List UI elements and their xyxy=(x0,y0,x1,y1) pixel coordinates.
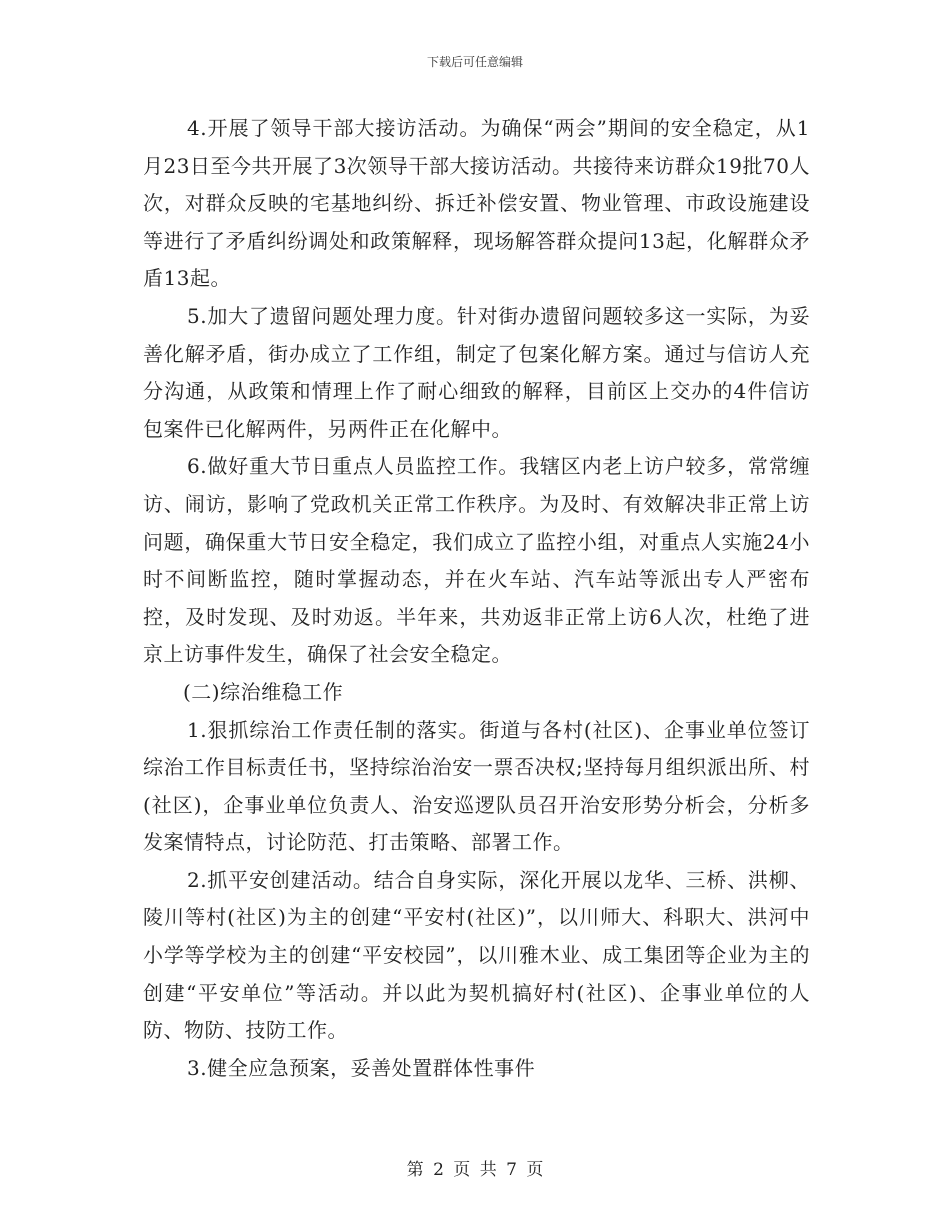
paragraph-item-4: 4.开展了领导干部大接访活动。为确保“两会”期间的安全稳定，从1月23日至今共开展了3次领导干部大接访活动。共接待来访群众19批70人次，对群众反映的宅基地纠纷、拆迁补偿安置、物业管理、市政设施建设等进行了矛盾纠纷调处和政策解释，现场解答群众提问13起，化解群众矛盾13起。 xyxy=(143,116,810,291)
paragraph-item-6: 6.做好重大节日重点人员监控工作。我辖区内老上访户较多，常常缠访、闹访，影响了党政机关正常工作秩序。为及时、有效解决非正常上访问题，确保重大节日安全稳定，我们成立了监控小组，对重点人实施24小时不间断监控，随时掌握动态，并在火车站、汽车站等派出专人严密布控，及时发现、及时劝返。半年来，共劝返非正常上访6人次，杜绝了进京上访事件发生，确保了社会安全稳定。 xyxy=(143,454,810,667)
page-number-footer: 第 2 页 共 7 页 xyxy=(406,1160,544,1180)
section-heading-comprehensive-governance: (二)综治维稳工作 xyxy=(183,679,344,704)
paragraph-item-5: 5.加大了遗留问题处理力度。针对街办遗留问题较多这一实际，为妥善化解矛盾，街办成立了工作组，制定了包案化解方案。通过与信访人充分沟通，从政策和情理上作了耐心细致的解释，目前区上交办的4件信访包案件已化解两件，另两件正在化解中。 xyxy=(143,303,810,441)
paragraph-governance-1: 1.狠抓综治工作责任制的落实。街道与各村(社区)、企事业单位签订综治工作目标责任书，坚持综治治安一票否决权;坚持每月组织派出所、村(社区)，企事业单位负责人、治安巡逻队员召开治安形势分析会，分析多发案情特点，讨论防范、打击策略、部署工作。 xyxy=(143,717,810,855)
paragraph-governance-2: 2.抓平安创建活动。结合自身实际，深化开展以龙华、三桥、洪柳、陵川等村(社区)为主的创建“平安村(社区)”，以川师大、科职大、洪河中小学等学校为主的创建“平安校园”，以川雅木业、成工集团等企业为主的创建“平安单位”等活动。并以此为契机搞好村(社区)、企事业单位的人防、物防、技防工作。 xyxy=(143,867,810,1043)
paragraph-governance-3: 3.健全应急预案，妥善处置群体性事件 xyxy=(187,1055,536,1080)
page-header-note: 下载后可任意编辑 xyxy=(426,55,523,69)
document-body xyxy=(143,110,810,1087)
